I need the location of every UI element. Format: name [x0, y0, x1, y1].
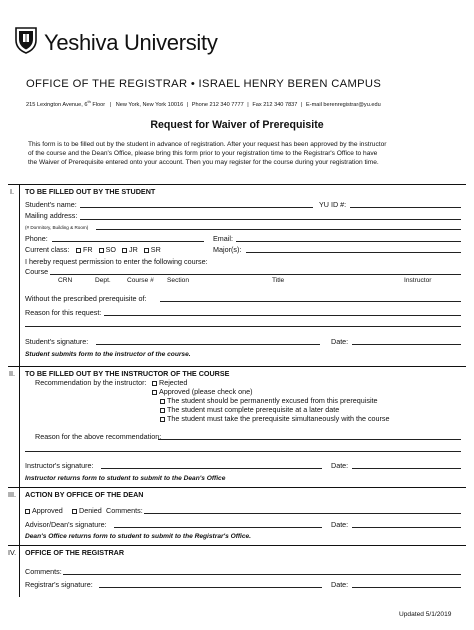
- dean-approved-checkbox[interactable]: Approved: [25, 506, 63, 515]
- col-dept: Dept.: [95, 277, 111, 284]
- section-3-divider: [8, 487, 466, 488]
- checkbox-icon: [99, 248, 104, 253]
- checkbox-icon: [144, 248, 149, 253]
- section-2-divider: [8, 366, 466, 367]
- student-date-field[interactable]: [352, 344, 461, 345]
- yu-id-label: YU ID #:: [319, 200, 347, 209]
- email-address: E-mail berenregistrar@yu.edu: [306, 101, 381, 108]
- col-section: Section: [167, 277, 189, 284]
- rejected-checkbox[interactable]: Rejected: [152, 378, 187, 387]
- dean-comments-label: Comments:: [106, 506, 143, 515]
- updated-date: Updated 5/1/2019: [399, 611, 452, 618]
- checkbox-icon: [160, 399, 165, 404]
- course-field[interactable]: [50, 274, 461, 275]
- student-date-label: Date:: [331, 337, 349, 346]
- section-4-heading: OFFICE OF THE REGISTRAR: [25, 548, 125, 557]
- mailing-address-label: Mailing address:: [25, 211, 78, 220]
- option-2-checkbox[interactable]: The student must complete prerequisite at a later date: [160, 405, 339, 414]
- col-crn: CRN: [58, 277, 73, 284]
- email-label: Email:: [213, 234, 233, 243]
- registrar-date-field[interactable]: [352, 587, 461, 588]
- phone-field[interactable]: [52, 241, 204, 242]
- checkbox-icon: [25, 509, 30, 514]
- students-name-field[interactable]: [80, 207, 313, 208]
- section-4-divider: [8, 545, 466, 546]
- registrar-date-label: Date:: [331, 580, 349, 589]
- checkbox-icon: [152, 381, 157, 386]
- instructor-signature-label: Instructor's signature:: [25, 461, 94, 470]
- option-1-checkbox[interactable]: The student should be permanently excused from this prerequisite: [160, 396, 378, 405]
- mailing-address-field[interactable]: [80, 219, 461, 220]
- checkbox-icon: [122, 248, 127, 253]
- dorm-hint: (# Dormitory, Building & Room): [25, 225, 89, 230]
- approved-checkbox[interactable]: Approved (please check one): [152, 387, 253, 396]
- checkbox-icon: [72, 509, 77, 514]
- without-prereq-field[interactable]: [160, 301, 461, 302]
- class-fr-checkbox[interactable]: FR: [76, 245, 93, 254]
- majors-field[interactable]: [246, 252, 461, 253]
- instructor-date-label: Date:: [331, 461, 349, 470]
- yu-id-field[interactable]: [350, 207, 461, 208]
- phone-label: Phone:: [25, 234, 48, 243]
- reason-label: Reason for this request:: [25, 308, 102, 317]
- reason-field-2[interactable]: [25, 326, 461, 327]
- majors-label: Major(s):: [213, 245, 242, 254]
- mailing-address-field-2[interactable]: [96, 229, 461, 230]
- intro-line-3: the Waiver of Prerequisite entered onto your account. Then you may register for the course during your registration time.: [28, 159, 379, 166]
- dean-signature-label: Advisor/Dean's signature:: [25, 520, 107, 529]
- address: 215 Lexington Avenue, 6th Floor: [26, 99, 106, 108]
- registrar-signature-label: Registrar's signature:: [25, 580, 93, 589]
- request-text: I hereby request permission to enter the following course:: [25, 257, 208, 266]
- student-signature-label: Student's signature:: [25, 337, 89, 346]
- office-line: OFFICE OF THE REGISTRAR • ISRAEL HENRY BEREN CAMPUS: [26, 78, 382, 90]
- checkbox-icon: [152, 390, 157, 395]
- email-field[interactable]: [236, 241, 461, 242]
- course-label: Course: [25, 267, 49, 276]
- instructor-signature-field[interactable]: [101, 468, 322, 469]
- class-so-checkbox[interactable]: SO: [99, 245, 116, 254]
- checkbox-icon: [160, 417, 165, 422]
- without-prereq-label: Without the prescribed prerequisite of:: [25, 294, 147, 303]
- section-1-note: Student submits form to the instructor of the course.: [25, 351, 191, 358]
- option-3-checkbox[interactable]: The student must take the prerequisite simultaneously with the course: [160, 414, 390, 423]
- class-options: [76, 245, 161, 254]
- section-2-note: Instructor returns form to student to submit to the Dean's Office: [25, 475, 226, 482]
- current-class-label: Current class:: [25, 245, 70, 254]
- fax-number: Fax 212 340 7837: [252, 101, 298, 108]
- section-4-number: IV.: [8, 548, 17, 557]
- intro-line-2: of the course and the Dean's Office, please bring this form prior to your registration time to the Registrar's Office to have: [28, 150, 378, 157]
- students-name-label: Student's name:: [25, 200, 77, 209]
- section-1-vbar: [19, 184, 20, 367]
- dean-comments-field[interactable]: [144, 513, 461, 514]
- checkbox-icon: [76, 248, 81, 253]
- recommendation-label: Recommendation by the instructor:: [35, 378, 147, 387]
- section-2-number: II.: [9, 369, 15, 378]
- reason-field-1[interactable]: [104, 315, 461, 316]
- registrar-comments-field[interactable]: [63, 574, 461, 575]
- section-1-heading: TO BE FILLED OUT BY THE STUDENT: [25, 187, 156, 196]
- col-course-num: Course #: [127, 277, 154, 284]
- checkbox-icon: [160, 408, 165, 413]
- recommendation-reason-field-2[interactable]: [25, 451, 461, 452]
- recommendation-reason-label: Reason for the above recommendation:: [35, 432, 162, 441]
- address-bar: 215 Lexington Avenue, 6th Floor | New York, New York 10016 | Phone 212 340 7777 | Fax 212 340 7837 | E-mail berenregistrar@yu.edu: [26, 99, 381, 108]
- registrar-comments-label: Comments:: [25, 567, 62, 576]
- section-4-vbar: [19, 545, 20, 597]
- section-3-note: Dean's Office returns form to student to submit to the Registrar's Office.: [25, 533, 252, 540]
- col-title: Title: [272, 277, 285, 284]
- instructor-date-field[interactable]: [352, 468, 461, 469]
- city: New York, New York 10016: [115, 101, 184, 108]
- phone-number: Phone 212 340 7777: [191, 101, 244, 108]
- section-1-number: I.: [10, 187, 14, 196]
- section-2-vbar: [19, 366, 20, 488]
- col-instructor: Instructor: [404, 277, 432, 284]
- recommendation-reason-field-1[interactable]: [158, 439, 461, 440]
- section-2-heading: TO BE FILLED OUT BY THE INSTRUCTOR OF THE COURSE: [25, 369, 230, 378]
- section-3-heading: ACTION BY OFFICE OF THE DEAN: [25, 490, 144, 499]
- dean-signature-field[interactable]: [114, 527, 322, 528]
- university-seal: [14, 26, 38, 54]
- student-signature-field[interactable]: [96, 344, 320, 345]
- form-title: Request for Waiver of Prerequisite: [150, 119, 324, 131]
- section-3-vbar: [19, 487, 20, 545]
- class-sr-checkbox[interactable]: SR: [144, 245, 161, 254]
- registrar-signature-field[interactable]: [99, 587, 322, 588]
- intro-line-1: This form is to be filled out by the student in advance of registration. After your request has been approved by the instructor: [28, 141, 387, 148]
- university-name: Yeshiva University: [44, 30, 218, 55]
- section-3-number: III.: [8, 490, 16, 499]
- dean-date-field[interactable]: [352, 527, 461, 528]
- section-1-divider: [8, 184, 466, 185]
- class-jr-checkbox[interactable]: JR: [122, 245, 138, 254]
- dean-denied-checkbox[interactable]: Denied: [72, 506, 102, 515]
- dean-date-label: Date:: [331, 520, 349, 529]
